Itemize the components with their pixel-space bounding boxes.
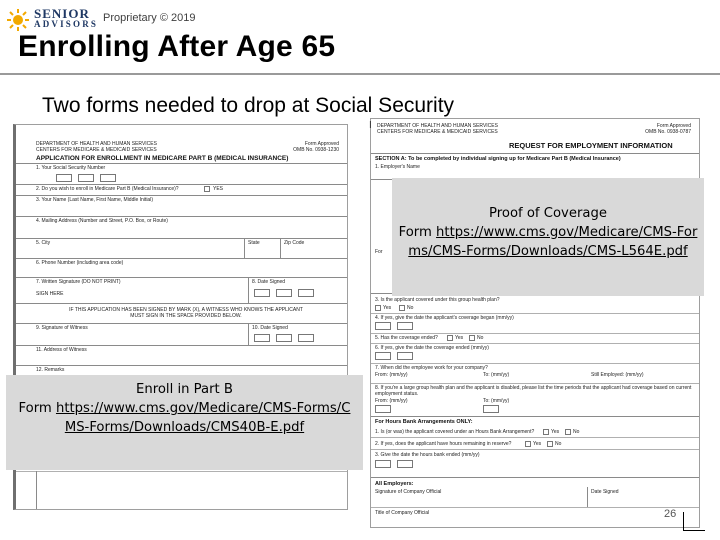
logo-line-advisors: ADVISORS (34, 19, 99, 29)
coverage-question: 7. When did the employee work for your company? (375, 365, 488, 371)
proof-of-coverage-form-line (392, 223, 704, 261)
hours-bank-question: 1. Is (or was) the applicant covered under an Hours Bank Arrangement? (375, 429, 535, 435)
form-rule (16, 258, 347, 259)
date-box (397, 352, 413, 360)
logo-wordmark (34, 8, 98, 30)
date-box (276, 334, 292, 342)
sun-logo-icon (6, 8, 30, 32)
slide-subtitle: Two forms needed to drop at Social Security (42, 94, 455, 117)
signature-label: Signature of Company Official (375, 489, 442, 495)
form-divider (248, 277, 249, 303)
coverage-question: 6. If yes, give the date the coverage ended (mm/yy) (375, 345, 489, 351)
proprietary-notice: Proprietary © 2019 (103, 12, 196, 24)
date-box (276, 289, 292, 297)
form-divider (244, 238, 245, 258)
checkbox (204, 186, 210, 192)
form-field-label: 4. Mailing Address (Number and Street, P.O. Box, or Route) (36, 218, 168, 224)
form-agency-2: CENTERS FOR MEDICARE & MEDICAID SERVICES (377, 129, 498, 135)
from-label: From: (mm/yy) (375, 398, 408, 404)
proof-of-coverage-title: Proof of Coverage (489, 206, 607, 221)
form-rule (371, 507, 699, 508)
text-cursor-icon: I (369, 120, 372, 131)
form-field-label: 3. Your Name (Last Name, First Name, Middle Initial) (36, 197, 153, 203)
cms40b-e-link[interactable]: https://www.cms.gov/Medicare/CMS-Forms/CMS-Forms/Downloads/CMS40B-E.pdf (55, 401, 351, 435)
date-box (254, 334, 270, 342)
slide-title: Enrolling After Age 65 (18, 30, 336, 63)
form-rule (371, 343, 699, 344)
form-rule (16, 277, 347, 278)
ssn-box (78, 174, 94, 182)
witness-notice: IF THIS APPLICATION HAS BEEN SIGNED BY MARK (X), A WITNESS WHO KNOWS THE APPLICANT MUST SIGN IN THE SPACE PROVIDED BELOW. (69, 307, 303, 319)
date-signed-label-2: 10. Date Signed (252, 325, 288, 331)
form-rule (371, 449, 699, 450)
form-field-label: 2. Do you wish to enroll in Medicare Part B (Medical Insurance)? (36, 186, 179, 192)
yes-label: Yes (533, 441, 542, 447)
hours-bank-question: 3. Give the date the hours bank ended (mm/yy) (375, 452, 480, 458)
from-label: From: (mm/yy) (375, 372, 408, 378)
to-label: To: (mm/yy) (483, 398, 510, 404)
date-box (254, 289, 270, 297)
enroll-part-b-callout (6, 375, 363, 470)
title-of-official-label: Title of Company Official (375, 510, 430, 516)
form-rule (16, 471, 347, 472)
enroll-part-b-form-line (6, 399, 363, 437)
date-box (375, 322, 391, 330)
checkbox (375, 305, 381, 311)
ssn-box (56, 174, 72, 182)
checkbox (399, 305, 405, 311)
hours-bank-heading: For Hours Bank Arrangements ONLY: (375, 419, 473, 425)
cms-l564e-link[interactable]: https://www.cms.gov/Medicare/CMS-Forms/CMS-Forms/Downloads/CMS-L564E.pdf (408, 225, 698, 259)
coverage-question: 8. If you're a large group health plan and the applicant is disabled, please list the time periods that the applicant had coverage based on current employment status. (375, 385, 692, 397)
date-signed-label: 8. Date Signed (252, 279, 286, 285)
date-box (375, 405, 391, 413)
no-label: No (477, 335, 484, 341)
form-agency: DEPARTMENT OF HEALTH AND HUMAN SERVICES (377, 123, 498, 129)
form-field-label: 9. Signature of Witness (36, 325, 88, 331)
form-prefix: Form (18, 401, 56, 416)
title-divider (0, 73, 720, 75)
form-rule (16, 216, 347, 217)
form-field-label: 6. Phone Number (including area code) (36, 260, 124, 266)
form-omb: OMB No. 0938-0787 (645, 129, 691, 135)
date-box (298, 334, 314, 342)
no-label: No (555, 441, 562, 447)
coverage-question: 5. Has the coverage ended? (375, 335, 438, 341)
form-agency: DEPARTMENT OF HEALTH AND HUMAN SERVICES (36, 141, 157, 147)
hours-bank-question: 2. If yes, does the applicant have hours remaining in reserve? (375, 441, 512, 447)
checkbox (447, 335, 453, 341)
form-rule (371, 416, 699, 417)
form-rule (16, 365, 347, 366)
logo-line-senior: SENIOR (34, 6, 90, 21)
date-box (397, 460, 413, 468)
date-box (298, 289, 314, 297)
sign-here-label: SIGN HERE (36, 291, 64, 297)
date-box (397, 322, 413, 330)
ssn-box (100, 174, 116, 182)
date-signed-label: Date Signed (591, 489, 619, 495)
state-label: State (248, 240, 260, 246)
employer-name-label: 1. Employer's Name (375, 164, 420, 170)
form-rule (371, 333, 699, 334)
form-approved: Form Approved (656, 123, 691, 129)
form-rule (371, 437, 699, 438)
for-label: For (375, 249, 383, 255)
no-label: No (573, 429, 580, 435)
form-divider (587, 487, 588, 507)
form-rule (16, 323, 347, 324)
form-divider (280, 238, 281, 258)
form-rule (16, 163, 347, 164)
form-divider (248, 323, 249, 345)
form-field-label: 12. Remarks (36, 367, 65, 373)
yes-label: Yes (551, 429, 560, 435)
form-field-label: 11. Address of Witness (36, 347, 87, 353)
corner-mark-vertical (683, 512, 684, 531)
form-rule (371, 383, 699, 384)
form-field-label: 1. Your Social Security Number (36, 165, 106, 171)
checkbox (525, 441, 531, 447)
form-rule (371, 313, 699, 314)
form-agency-2: CENTERS FOR MEDICARE & MEDICAID SERVICES (36, 147, 157, 153)
corner-mark-horizontal (683, 530, 705, 531)
form-heading: APPLICATION FOR ENROLLMENT IN MEDICARE PART B (MEDICAL INSURANCE) (36, 155, 289, 162)
proof-of-coverage-callout (392, 178, 704, 296)
section-a-heading: SECTION A: To be completed by individual signing up for Medicare Part B (Medical Insurance) (375, 156, 621, 162)
yes-label: Yes (383, 305, 392, 311)
form-omb: OMB No. 0938-1230 (293, 147, 339, 153)
form-field-label: 7. Written Signature (DO NOT PRINT) (36, 279, 121, 285)
checkbox (547, 441, 553, 447)
form-rule (371, 363, 699, 364)
checkbox (565, 429, 571, 435)
form-divider (36, 471, 37, 510)
still-employed-label: Still Employed: (mm/yy) (591, 372, 644, 378)
checkbox (469, 335, 475, 341)
form-rule (371, 153, 699, 154)
form-rule (16, 238, 347, 239)
form-prefix: Form (398, 225, 437, 240)
enroll-part-b-title: Enroll in Part B (136, 382, 233, 397)
form-heading: REQUEST FOR EMPLOYMENT INFORMATION (509, 141, 673, 150)
form-rule (371, 477, 699, 478)
yes-label: YES (213, 186, 224, 192)
form-approved: Form Approved (304, 141, 339, 147)
date-box (483, 405, 499, 413)
form-rule (16, 195, 347, 196)
coverage-question: 4. If yes, give the date the applicant's coverage began (mm/yy) (375, 315, 514, 321)
page-number: 26 (664, 508, 677, 520)
form-field-label: 5. City (36, 240, 51, 246)
no-label: No (407, 305, 414, 311)
to-label: To: (mm/yy) (483, 372, 510, 378)
zip-label: Zip Code (284, 240, 305, 246)
yes-label: Yes (455, 335, 464, 341)
form-rule (16, 303, 347, 304)
all-employers-heading: All Employers: (375, 481, 414, 487)
date-box (375, 460, 391, 468)
form-rule (16, 345, 347, 346)
form-rule (16, 184, 347, 185)
coverage-question: 3. Is the applicant covered under this group health plan? (375, 297, 500, 303)
date-box (375, 352, 391, 360)
checkbox (543, 429, 549, 435)
